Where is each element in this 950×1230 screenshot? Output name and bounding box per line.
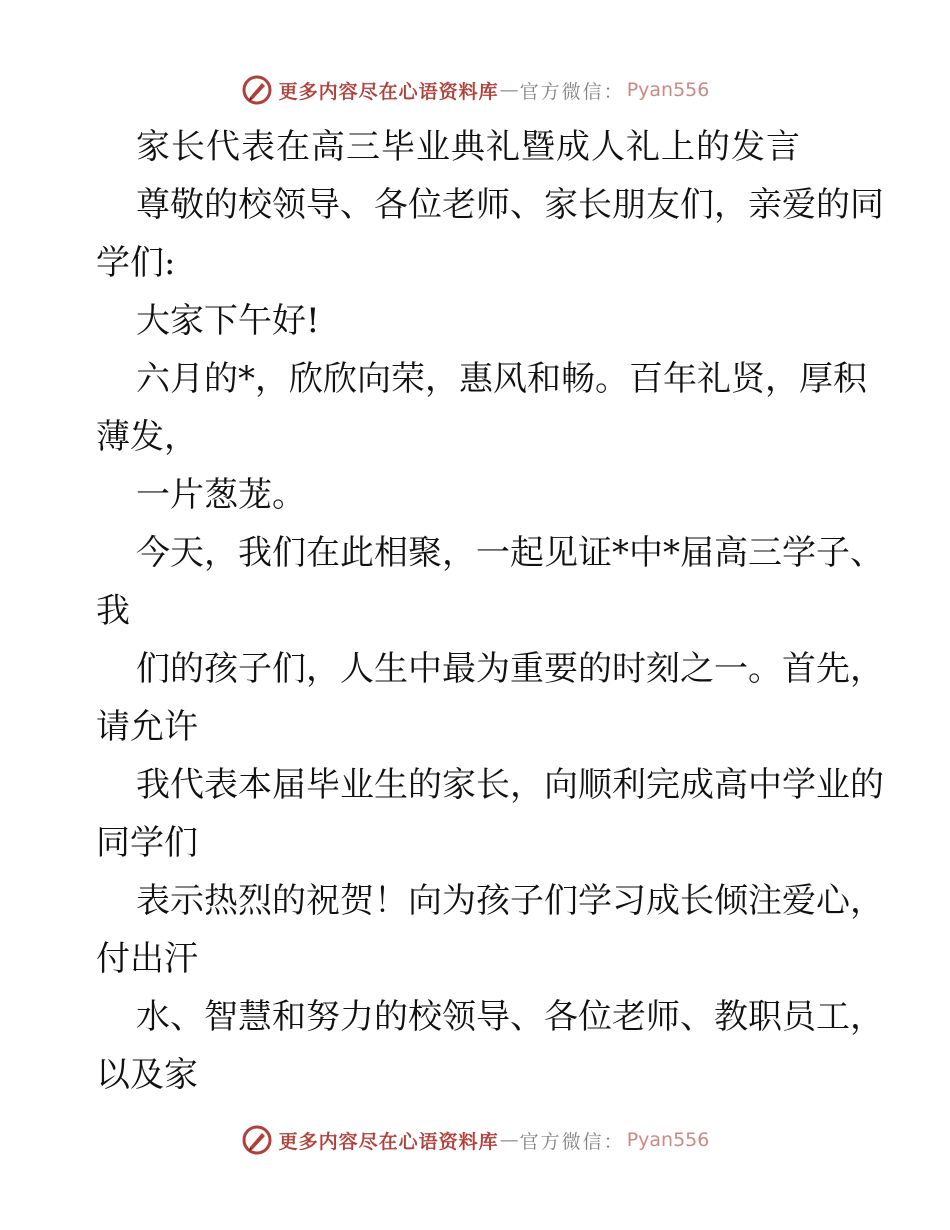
- paragraph: 们的孩子们，人生中最为重要的时刻之一。首先，请允许: [96, 649, 884, 747]
- paragraph: 我代表本届毕业生的家长，向顺利完成高中学业的同学们: [96, 765, 884, 863]
- paragraph-salutation: 尊敬的校领导、各位老师、家长朋友们，亲爱的同学们:: [96, 185, 884, 283]
- banner-separator: —: [499, 1129, 519, 1151]
- pen-logo-icon: [241, 74, 273, 106]
- document-body: [96, 118, 886, 1104]
- paragraph: 六月的*，欣欣向荣，惠风和畅。百年礼贤，厚积薄发，: [96, 359, 867, 457]
- paragraph: 一片葱茏。: [136, 475, 306, 515]
- paragraph: 表示热烈的祝贺！向为孩子们学习成长倾注爱心，付出汗: [96, 881, 884, 979]
- header-banner: [0, 70, 950, 110]
- banner-label: 官方微信：: [519, 80, 625, 103]
- banner-main-text: 更多内容尽在心语资料库: [278, 80, 499, 103]
- footer-banner: [0, 1120, 950, 1160]
- paragraph: 今天，我们在此相聚，一起见证*中*届高三学子、我: [96, 533, 884, 631]
- document-title: 家长代表在高三毕业典礼暨成人礼上的发言: [136, 127, 801, 167]
- banner-wechat-id: Pyan556: [626, 1129, 710, 1151]
- paragraph-greeting: 大家下午好!: [136, 301, 320, 341]
- paragraph: 水、智慧和努力的校领导、各位老师、教职员工，以及家: [96, 997, 884, 1095]
- banner-main-text: 更多内容尽在心语资料库: [278, 1130, 499, 1153]
- banner-label: 官方微信：: [519, 1130, 625, 1153]
- banner-wechat-id: Pyan556: [626, 79, 710, 101]
- banner-separator: —: [499, 79, 519, 101]
- pen-logo-icon: [241, 1124, 273, 1156]
